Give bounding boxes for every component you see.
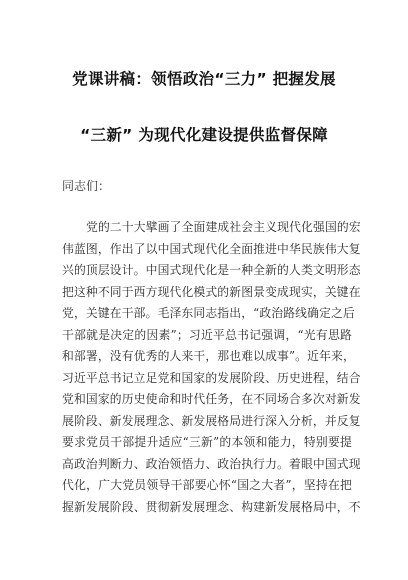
- paragraph-line: 和部署，没有优秀的人来干，那也难以成事”。近年来，: [62, 349, 355, 363]
- paragraph-line: 党，关键在干部。毛泽东同志指出，“政治路线确定之后: [62, 306, 355, 320]
- paragraph-line: 党的二十大擘画了全面建成社会主义现代化强国的宏: [86, 220, 361, 234]
- document-title-line-1: 党课讲稿：领悟政治“三力” 把握发展: [72, 70, 336, 88]
- paragraph-line: 干部就是决定的因素”；习近平总书记强调，“光有思路: [62, 327, 352, 342]
- paragraph-line: 展阶段、新发展理念、新发展格局进行深入分析，并反复: [62, 413, 361, 428]
- paragraph-line: 兴的顶层设计。中国式现代化是一种全新的人类文明形态: [62, 263, 361, 277]
- paragraph-line: 要求党员干部提升适应“三新”的本领和能力，特别要提: [62, 435, 352, 449]
- body-paragraph: [62, 217, 361, 518]
- salutation: 同志们：: [62, 179, 111, 193]
- paragraph-line: 伟蓝图，作出了以中国式现代化全面推进中华民族伟大复: [62, 241, 361, 256]
- paragraph-line: 党和国家的历史使命和时代任务，在不同场合多次对新发: [62, 392, 361, 406]
- paragraph-line: 习近平总书记立足党和国家的发展阶段、历史进程，结合: [62, 370, 361, 385]
- paragraph-line: 把这种不同于西方现代化模式的新图景变成现实，关键在: [62, 284, 361, 299]
- document-title-line-2: “三新” 为现代化建设提供监督保障: [80, 126, 328, 144]
- paragraph-line: 握新发展阶段、贯彻新发展理念、构建新发展格局中，不: [62, 499, 361, 514]
- paragraph-line: 代化，广大党员领导干部要心怀“国之大者”，坚持在把: [62, 478, 352, 492]
- paragraph-line: 高政治判断力、政治领悟力、政治执行力。着眼中国式现: [62, 456, 361, 471]
